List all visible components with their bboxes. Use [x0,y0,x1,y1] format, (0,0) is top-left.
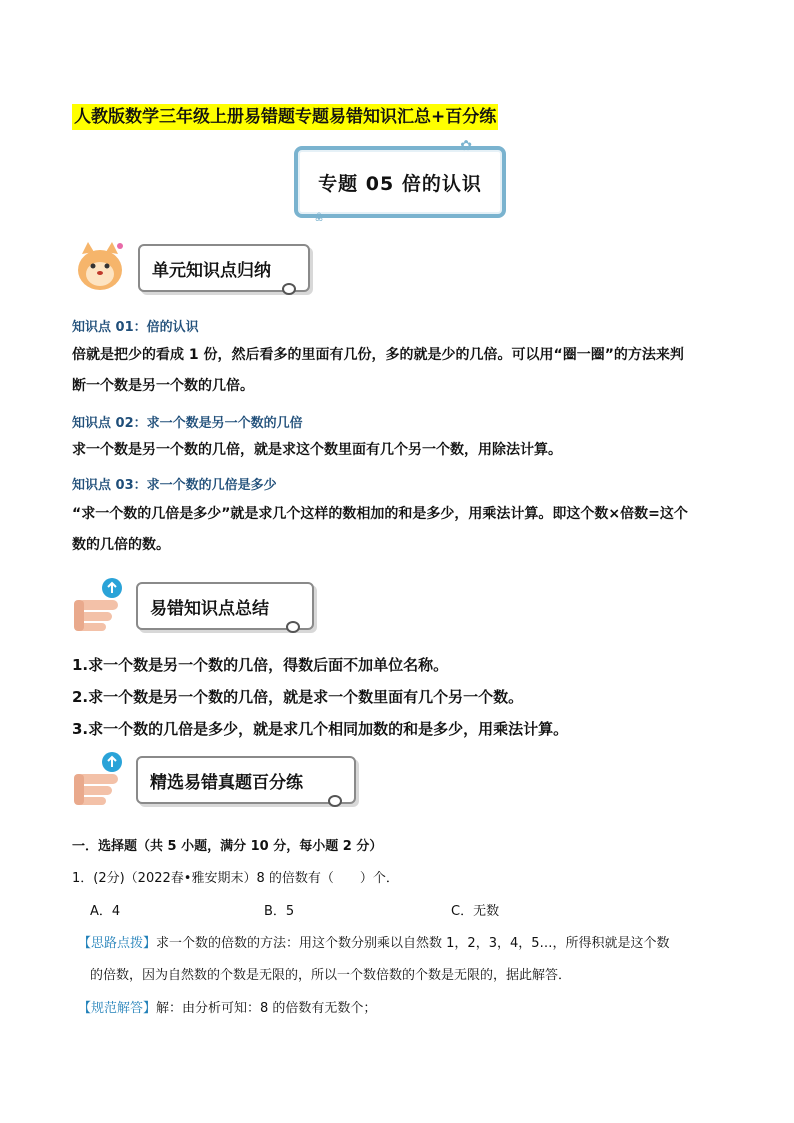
answer-label: 【规范解答】 [78,1001,157,1016]
knowledge-point-title: 知识点 02：求一个数是另一个数的几倍 [72,416,303,431]
topic-title: 专题 05 倍的认识 [318,172,482,195]
page-curl-icon [282,283,296,295]
part-heading: 一．选择题（共 5 小题，满分 10 分，每小题 2 分） [72,839,383,854]
option-a: A．4 [90,904,121,919]
text-line: 求一个数是另一个数的几倍，就是求这个数里面有几个另一个数，用除法计算。 [72,442,562,458]
mistake-item: 3.求一个数的几倍是多少，就是求几个相同加数的和是多少，用乘法计算。 [72,720,569,738]
page-curl-icon [286,621,300,633]
knowledge-point-title: 知识点 03：求一个数的几倍是多少 [72,478,277,493]
knowledge-point-body [72,435,732,466]
section-knowledge-summary [138,244,310,292]
flourish-icon: ❀ [314,210,325,224]
knowledge-point-body [72,499,732,561]
section-label: 易错知识点总结 [150,598,269,619]
option-c: C．无数 [451,904,500,919]
knowledge-point-title: 知识点 01：倍的认识 [72,320,199,335]
text-line: 倍就是把少的看成 1 份，然后看多的里面有几份，多的就是少的几倍。可以用“圈一圈”的方法来判 [72,347,684,363]
flourish-icon: ✿ [460,138,472,154]
page-curl-icon [328,795,342,807]
hint-line [78,932,670,951]
text-line: “求一个数的几倍是多少”就是求几个这样的数相加的和是多少，用乘法计算。即这个数×倍数=这个 [72,506,688,522]
pointing-hand-icon [72,574,132,634]
section-practice [136,756,356,804]
answer-line [78,997,376,1016]
section-label: 精选易错真题百分练 [150,772,303,793]
hint-text: 求一个数的倍数的方法：用这个数分别乘以自然数 1，2，3，4，5…，所得积就是这个数 [156,936,670,951]
knowledge-point-body [72,340,732,402]
mistake-item: 2.求一个数是另一个数的几倍，就是求一个数里面有几个另一个数。 [72,688,524,706]
hint-line: 的倍数，因为自然数的个数是无限的，所以一个数倍数的个数是无限的，据此解答． [90,968,572,983]
answer-text: 解：由分析可知：8 的倍数有无数个； [156,1001,377,1016]
question-stem: 1．(2分)（2022春•雅安期末）8 的倍数有（ ）个． [72,871,399,886]
mistake-item: 1.求一个数是另一个数的几倍，得数后面不加单位名称。 [72,656,449,674]
pointing-hand-icon [72,748,132,808]
cartoon-mascot-icon [70,236,130,296]
text-line: 断一个数是另一个数的几倍。 [72,378,254,394]
text-line: 数的几倍的数。 [72,537,170,553]
hint-label: 【思路点拨】 [78,936,157,951]
option-b: B．5 [264,904,295,919]
section-mistakes-summary [136,582,314,630]
section-label: 单元知识点归纳 [152,260,271,281]
topic-title-box [294,138,506,224]
document-title: 人教版数学三年级上册易错题专题易错知识汇总+百分练 [72,104,498,130]
